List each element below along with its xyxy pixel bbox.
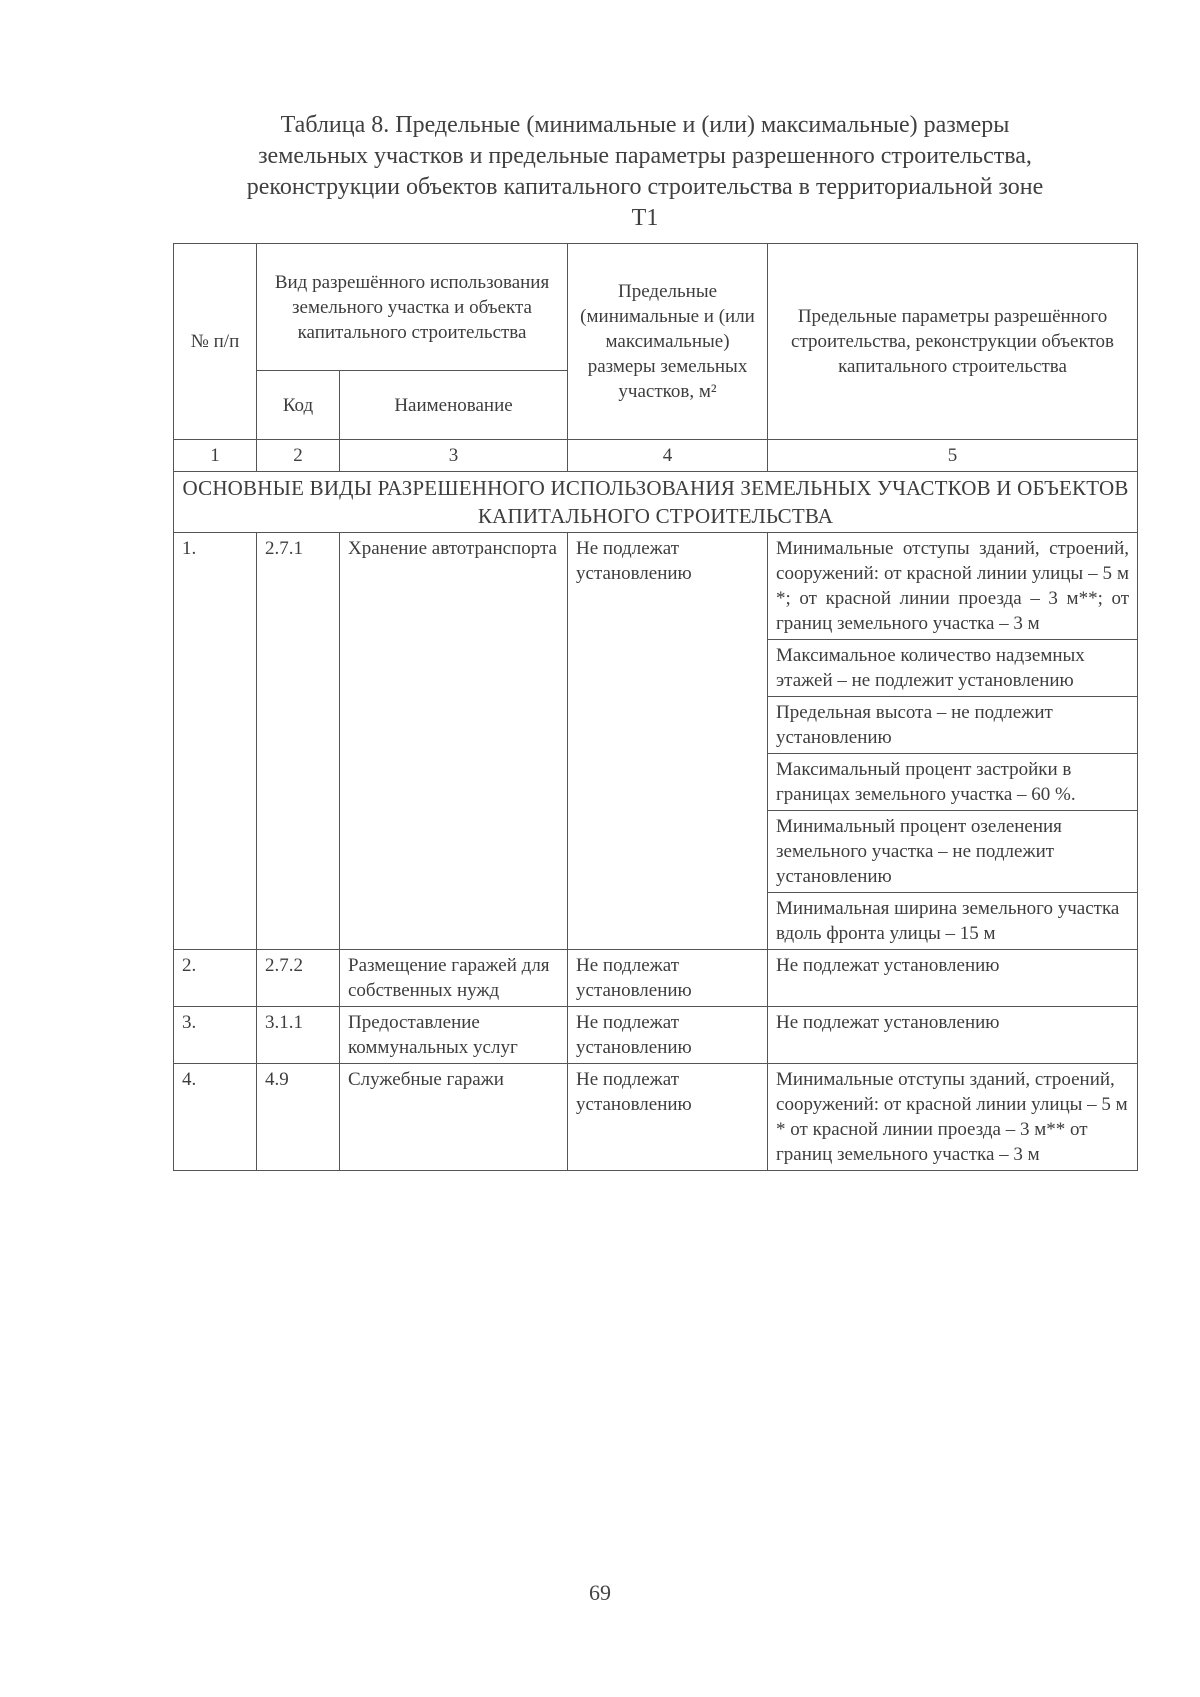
table-title	[150, 110, 1140, 234]
col-number-1: 1	[174, 440, 257, 472]
title-line-3: реконструкции объектов капитального строительства в территориальной зоне	[246, 174, 1044, 200]
row-code: 4.9	[257, 1064, 340, 1171]
col-number-2: 2	[257, 440, 340, 472]
param-max-height: Предельная высота – не подлежит установлению	[768, 697, 1137, 754]
row-size: Не подлежат установлению	[568, 1064, 768, 1171]
param-max-floors: Максимальное количество надземных этажей – не подлежит установлению	[768, 640, 1137, 697]
row-code: 3.1.1	[257, 1007, 340, 1064]
table-row	[174, 1007, 1138, 1064]
row-name: Хранение автотранспорта	[340, 533, 568, 950]
page-number: 69	[589, 1580, 611, 1605]
row-params	[768, 533, 1138, 950]
column-numbers-row	[174, 440, 1138, 472]
col-number-4: 4	[568, 440, 768, 472]
row-code: 2.7.1	[257, 533, 340, 950]
row-params: Не подлежат установлению	[768, 950, 1138, 1007]
col-number-5: 5	[768, 440, 1138, 472]
header-naim: Наименование	[340, 371, 568, 440]
table-row	[174, 1064, 1138, 1171]
header-row-1	[174, 244, 1138, 371]
row-params: Минимальные отступы зданий, строений, сооружений: от красной линии улицы – 5 м * от красной линии проезда – 3 м** от границ земельного участка – 3 м	[768, 1064, 1138, 1171]
row-name: Служебные гаражи	[340, 1064, 568, 1171]
section-title: ОСНОВНЫЕ ВИДЫ РАЗРЕШЕННОГО ИСПОЛЬЗОВАНИЯ ЗЕМЕЛЬНЫХ УЧАСТКОВ И ОБЪЕКТОВ КАПИТАЛЬНОГО СТРОИТЕЛЬСТВА	[174, 472, 1138, 533]
header-params: Предельные параметры разрешённого строительства, реконструкции объектов капитального строительства	[768, 244, 1138, 440]
param-max-coverage: Максимальный процент застройки в границах земельного участка – 60 %.	[768, 754, 1137, 811]
row-name: Предоставление коммунальных услуг	[340, 1007, 568, 1064]
col-number-3: 3	[340, 440, 568, 472]
header-kod: Код	[257, 371, 340, 440]
regulations-table	[173, 243, 1138, 1171]
row-name: Размещение гаражей для собственных нужд	[340, 950, 568, 1007]
row-num: 3.	[174, 1007, 257, 1064]
title-line-1: Таблица 8. Предельные (минимальные и (или) максимальные) размеры	[280, 112, 1010, 138]
row-params: Не подлежат установлению	[768, 1007, 1138, 1064]
table-row	[174, 950, 1138, 1007]
row-num: 2.	[174, 950, 257, 1007]
header-num: № п/п	[174, 244, 257, 440]
row-size: Не подлежат установлению	[568, 950, 768, 1007]
param-min-width: Минимальная ширина земельного участка вдоль фронта улицы – 15 м	[776, 898, 1120, 944]
section-row	[174, 472, 1138, 533]
header-vid: Вид разрешённого использования земельного участка и объекта капитального строительства	[257, 244, 568, 371]
table-row	[174, 533, 1138, 950]
header-razmery: Предельные (минимальные и (или максимальные) размеры земельных участков, м²	[568, 244, 768, 440]
row-size: Не подлежат установлению	[568, 533, 768, 950]
param-setbacks: Минимальные отступы зданий, строений, сооружений: от красной линии улицы – 5 м *; от красной линии проезда – 3 м**; от границ земельного участка – 3 м	[768, 533, 1137, 640]
row-code: 2.7.2	[257, 950, 340, 1007]
row-num: 4.	[174, 1064, 257, 1171]
title-line-4: Т1	[631, 205, 659, 231]
row-num: 1.	[174, 533, 257, 950]
param-min-greenery: Минимальный процент озеленения земельного участка – не подлежит установлению	[768, 811, 1137, 893]
row-size: Не подлежат установлению	[568, 1007, 768, 1064]
title-line-2: земельных участков и предельные параметры разрешенного строительства,	[258, 143, 1032, 169]
